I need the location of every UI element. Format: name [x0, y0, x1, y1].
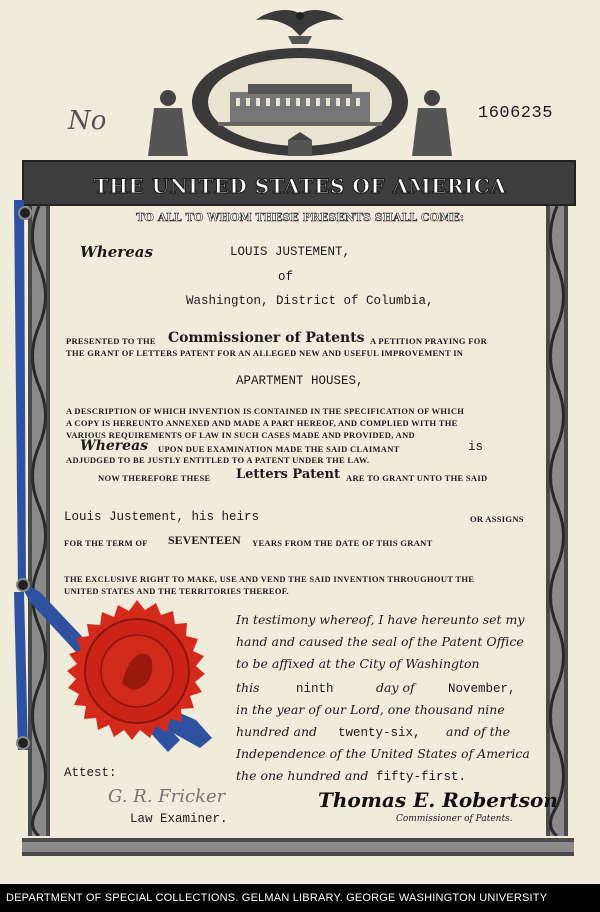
presented-suffix: A PETITION PRAYING FOR: [370, 336, 488, 346]
term-suffix: YEARS FROM THE DATE OF THIS GRANT: [252, 538, 433, 548]
attest-label: Attest:: [64, 766, 117, 780]
greeting-line: TO ALL TO WHOM THESE PRESENTS SHALL COME:: [136, 211, 464, 224]
eagle-emblem-icon: [252, 6, 348, 46]
presented-line-2: THE GRANT OF LETTERS PATENT FOR AN ALLEGED NEW AND USEFUL IMPROVEMENT IN: [66, 348, 464, 358]
rights-line-1: THE EXCLUSIVE RIGHT TO MAKE, USE AND VEND THE SAID INVENTION THROUGHOUT THE: [64, 574, 475, 584]
examination-line-1: UPON DUE EXAMINATION MADE THE SAID CLAIMANT: [158, 444, 400, 454]
grant-suffix: ARE TO GRANT UNTO THE SAID: [346, 473, 488, 483]
testimony-hundred-and: hundred and: [236, 724, 318, 739]
binding-hole-top: [18, 206, 32, 220]
examiner-title: Law Examiner.: [130, 812, 228, 826]
testimony-this: this: [236, 680, 260, 695]
allegorical-figure-left: [140, 88, 196, 158]
of-text: of: [278, 270, 294, 284]
testimony-line-3: to be affixed at the City of Washington: [236, 656, 480, 671]
commissioner-heading: Commissioner of Patents: [168, 330, 365, 346]
rights-line-2: UNITED STATES AND THE TERRITORIES THEREOF.: [64, 586, 289, 596]
commissioner-title: Commissioner of Patents.: [396, 814, 513, 824]
whereas-heading-2: Whereas: [80, 438, 149, 454]
binding-hole-bottom: [16, 736, 30, 750]
testimony-line-2: hand and caused the seal of the Patent Office: [236, 634, 524, 649]
testimony-line-1: In testimony whereof, I have hereunto set my: [236, 612, 525, 627]
ornamental-border-bottom: [22, 820, 574, 860]
month-value: November,: [448, 682, 516, 696]
term-length: SEVENTEEN: [168, 533, 241, 547]
letters-patent-heading: Letters Patent: [236, 467, 340, 482]
description-line-3: VARIOUS REQUIREMENTS OF LAW IN SUCH CASES MADE AND PROVIDED, AND: [66, 430, 415, 440]
commissioner-signature: Thomas E. Robertson: [318, 788, 558, 812]
testimony-one-hundred: the one hundred and: [236, 768, 369, 783]
examination-line-2: ADJUDGED TO BE JUSTLY ENTITLED TO A PATENT UNDER THE LAW.: [66, 455, 370, 465]
grantee-name: Louis Justement, his heirs: [64, 510, 260, 524]
term-prefix: FOR THE TERM OF: [64, 538, 148, 548]
allegorical-figure-right: [404, 88, 460, 158]
binding-hole-middle: [16, 578, 30, 592]
testimony-line-7: Independence of the United States of America: [236, 746, 530, 761]
presented-prefix: PRESENTED TO THE: [66, 336, 156, 346]
year-value: twenty-six,: [338, 726, 421, 740]
archive-credit-footer: DEPARTMENT OF SPECIAL COLLECTIONS. GELMAN LIBRARY. GEORGE WASHINGTON UNIVERSITY: [0, 884, 600, 912]
number-mark: No: [68, 106, 107, 136]
patent-office-vignette: [188, 44, 412, 162]
document-title: THE UNITED STATES OF AMERICA: [93, 174, 507, 198]
claimant-is: is: [468, 440, 484, 454]
description-line-1: A DESCRIPTION OF WHICH INVENTION IS CONTAINED IN THE SPECIFICATION OF WHICH: [66, 406, 465, 416]
or-assigns: OR ASSIGNS: [470, 514, 524, 524]
patent-number: 1606235: [478, 104, 553, 123]
examiner-signature: G. R. Fricker: [108, 786, 226, 807]
invention-title: APARTMENT HOUSES,: [236, 374, 364, 388]
inventor-location: Washington, District of Columbia,: [186, 294, 434, 308]
testimony-line-5: in the year of our Lord, one thousand nine: [236, 702, 505, 717]
inventor-name: LOUIS JUSTEMENT,: [230, 245, 351, 259]
testimony-day-of: day of: [376, 680, 415, 695]
day-value: ninth: [296, 682, 334, 696]
description-line-2: A COPY IS HEREUNTO ANNEXED AND MADE A PART HEREOF, AND COMPLIED WITH THE: [66, 418, 458, 428]
ornamental-border-right: [538, 206, 574, 836]
whereas-heading-1: Whereas: [80, 243, 153, 261]
patent-office-seal: [62, 598, 212, 748]
testimony-and-of-the: and of the: [446, 724, 511, 739]
grant-prefix: NOW THEREFORE THESE: [98, 473, 211, 483]
independence-year-value: fifty-first.: [376, 770, 467, 784]
